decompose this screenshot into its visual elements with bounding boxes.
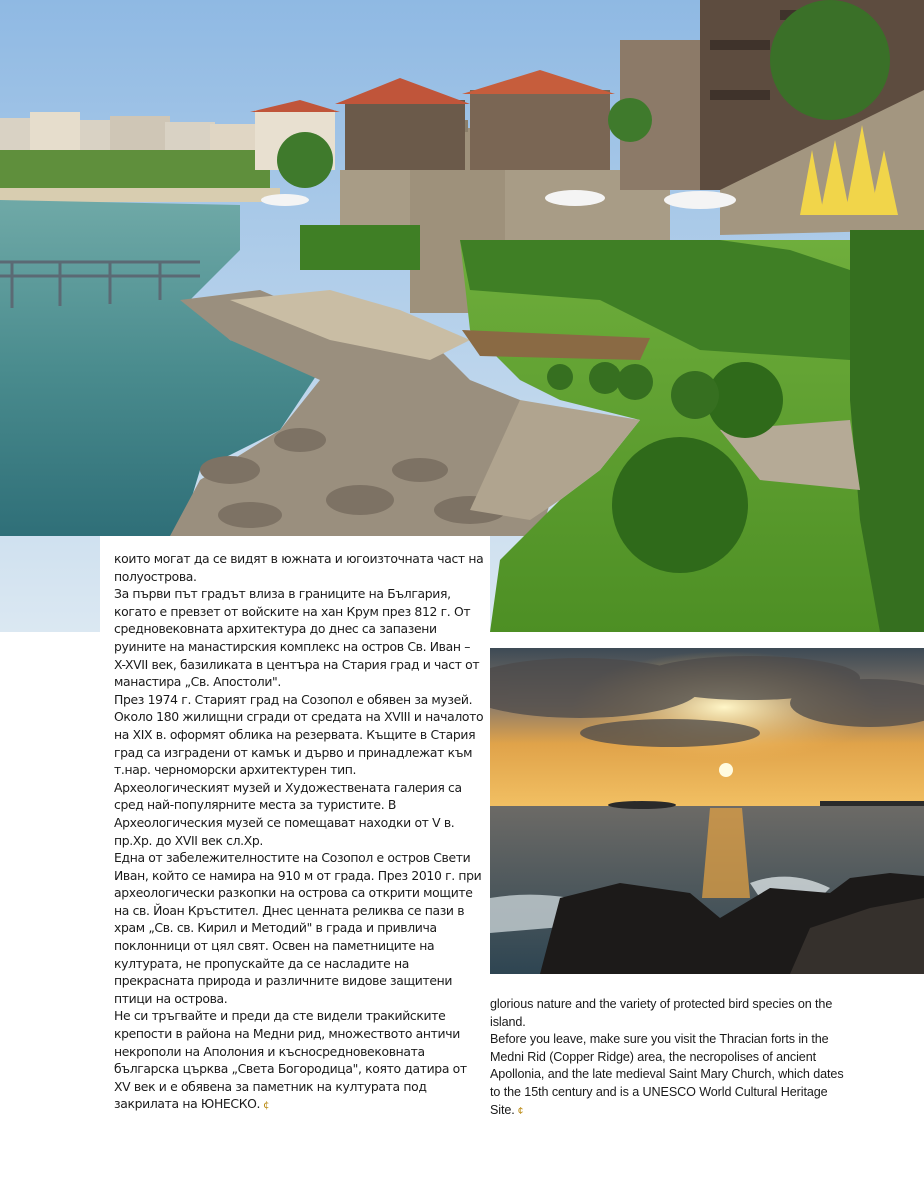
paragraph: През 1974 г. Старият град на Созопол е обявен за музей. Около 180 жилищни сгради от средата на XVIII и началото на XIX в. оформят облика на резервата. Къщите в Стария град са изградени от камък и дърво и принадлежат към т.нар. черноморски архитектурен тип. xyxy=(114,691,484,778)
paragraph: Археологическият музей и Художествената галерия са сред най-популярните места за туристите. В Археологическия музей се помещават находки от V в. пр.Хр. до XVII век сл.Хр. xyxy=(114,779,462,848)
paragraph: За първи път градът влиза в границите на България, когато е превзет от войските на хан Крум през 812 г. От средновековната архитектура до днес са запазени руините на манастирския комплекс на остров Св. Иван – X-XVII век, базиликата в центъра на Стария град и част от манастира „Св. Апостоли". xyxy=(114,586,480,690)
paragraph-text: Не си тръгвайте и преди да сте видели тракийските крепости в района на Медни рид, множеството античи некрополи на Аполония и късносредновековната българска църква „Света Богородица", която датира от XV век и е обявена за паметник на културата под закрилата на ЮНЕСКО. xyxy=(114,1008,467,1112)
end-mark-icon: ¢ xyxy=(517,1105,524,1117)
bulgarian-text-column xyxy=(114,550,484,1115)
paragraph-text: Before you leave, make sure you visit the Thracian forts in the Medni Rid (Copper Ridge) area, the necropolises of ancient Apollonia, and the late medieval Saint Mary Church, which dates to the 15th century and is a UNESCO World Cultural Heritage Site. xyxy=(490,1032,844,1117)
paragraph: Една от забележителностите на Созопол е остров Свети Иван, който се намира на 910 м от града. През 2010 г. при археологически разкопки на острова са открити мощите на св. Йоан Кръстител. Днес ценната реликва се пази в храм „Св. св. Кирил и Методий" в града и привлича поклонници от цял свят. Освен на паметниците на културата, не пропускайте да се насладите на прекрасната природа и различните видове защитени птици на острова. xyxy=(114,850,482,1006)
end-mark-icon: ¢ xyxy=(263,1100,270,1112)
sunset-photo xyxy=(490,648,924,974)
paragraph-last xyxy=(114,1007,484,1115)
paragraph-last xyxy=(490,1031,850,1120)
paragraph: glorious nature and the variety of protected bird species on the island. xyxy=(490,997,833,1029)
paragraph: които могат да се видят в южната и югоизточната част на полуострова. xyxy=(114,551,484,584)
english-text-column xyxy=(490,996,850,1120)
